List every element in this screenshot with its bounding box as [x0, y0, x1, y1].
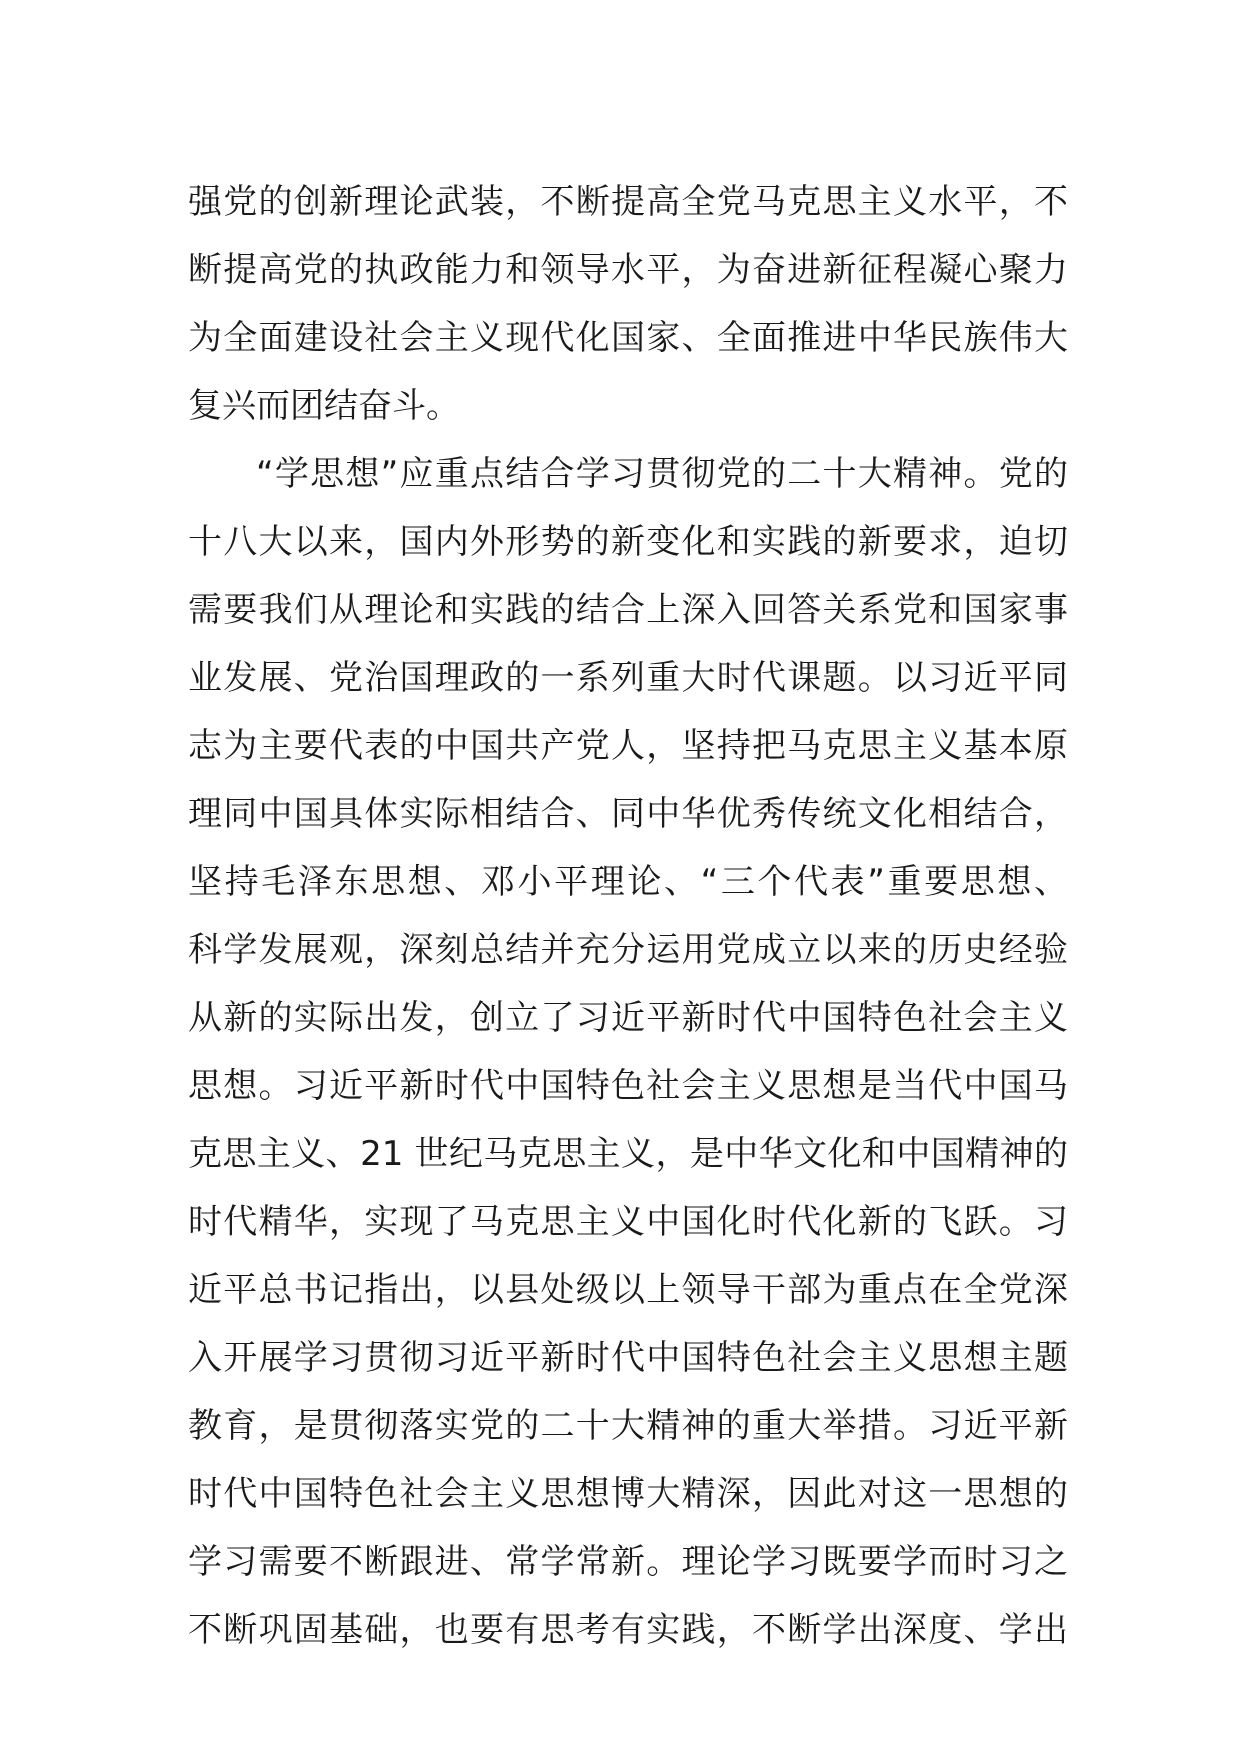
- text-line: 需要我们从理论和实践的结合上深入回答关系党和国家事: [188, 590, 1068, 630]
- text-line: 理同中国具体实际相结合、同中华优秀传统文化相结合，: [188, 794, 1068, 834]
- text-line: 为全面建设社会主义现代化国家、全面推进中华民族伟大: [188, 318, 1068, 358]
- text-line: 科学发展观，深刻总结并充分运用党成立以来的历史经验: [188, 930, 1068, 970]
- text-line: 断提高党的执政能力和领导水平，为奋进新征程凝心聚力: [188, 250, 1068, 290]
- text-line: 时代中国特色社会主义思想博大精深，因此对这一思想的: [188, 1474, 1068, 1514]
- text-line: 克思主义、21 世纪马克思主义，是中华文化和中国精神的: [188, 1134, 1068, 1174]
- body-text: [188, 168, 1068, 1664]
- text-line: 思想。习近平新时代中国特色社会主义思想是当代中国马: [188, 1066, 1068, 1106]
- text-line: 业发展、党治国理政的一系列重大时代课题。以习近平同: [188, 658, 1068, 698]
- text-line: 坚持毛泽东思想、邓小平理论、“三个代表”重要思想、: [188, 862, 1068, 902]
- text-line: 教育，是贯彻落实党的二十大精神的重大举措。习近平新: [188, 1406, 1068, 1446]
- text-line: 近平总书记指出，以县处级以上领导干部为重点在全党深: [188, 1270, 1068, 1310]
- text-line: 志为主要代表的中国共产党人，坚持把马克思主义基本原: [188, 726, 1068, 766]
- text-line: 不断巩固基础，也要有思考有实践，不断学出深度、学出: [188, 1610, 1068, 1650]
- text-line: 从新的实际出发，创立了习近平新时代中国特色社会主义: [188, 998, 1068, 1038]
- text-line: 强党的创新理论武装，不断提高全党马克思主义水平，不: [188, 182, 1068, 222]
- paragraph-start-line: “学思想”应重点结合学习贯彻党的二十大精神。党的: [256, 454, 1068, 494]
- paragraph-end-line: 复兴而团结奋斗。: [188, 386, 460, 426]
- text-line: 学习需要不断跟进、常学常新。理论学习既要学而时习之: [188, 1542, 1068, 1582]
- text-line: 十八大以来，国内外形势的新变化和实践的新要求，迫切: [188, 522, 1068, 562]
- text-line: 入开展学习贯彻习近平新时代中国特色社会主义思想主题: [188, 1338, 1068, 1378]
- text-line: 时代精华，实现了马克思主义中国化时代化新的飞跃。习: [188, 1202, 1068, 1242]
